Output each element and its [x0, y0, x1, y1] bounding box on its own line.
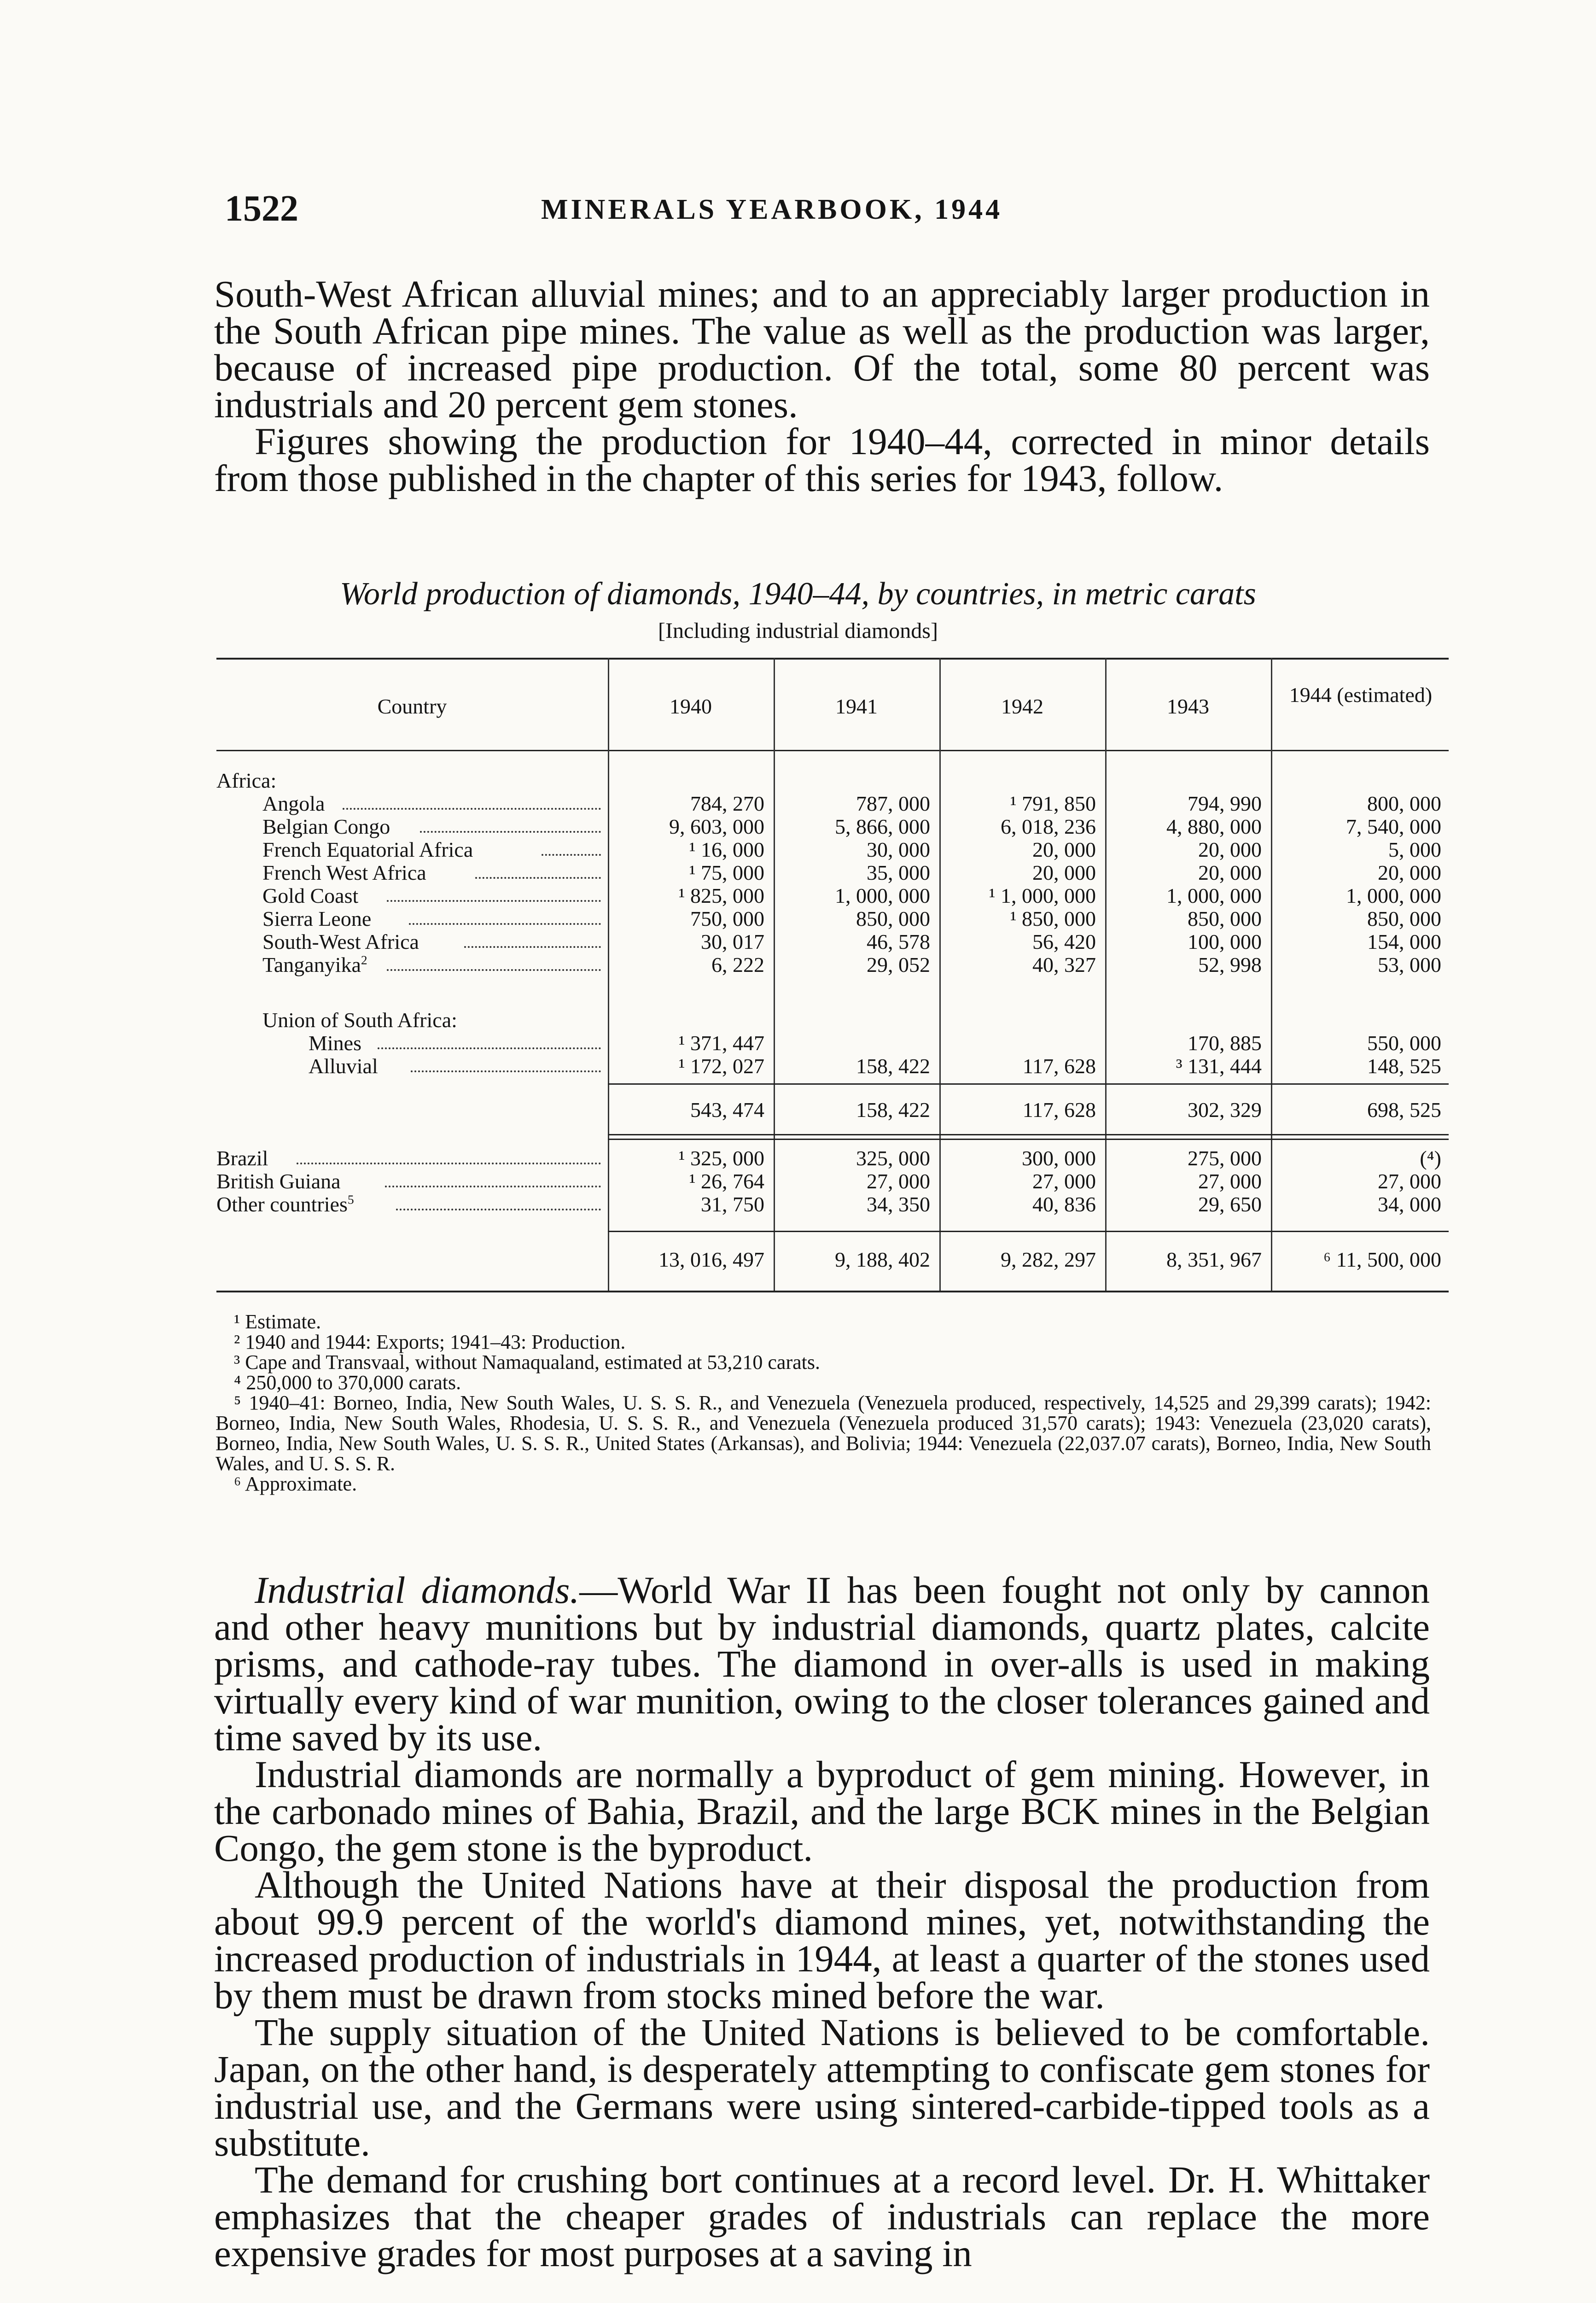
value-cell: 27, 000 [1378, 1169, 1441, 1193]
industrial-lead-text: —World War II has been fought not only by cannon and other heavy munitions but by industrial diamonds, quartz plates, calcite prisms, and cathode-ray tubes. The diamond in over-alls is used in making virtually every kind of war munition, owing to the closer tolerances gained and time saved by its use. [214, 1569, 1430, 1759]
footnotes [216, 1312, 1431, 1494]
union-label: Union of South Africa: [262, 1008, 457, 1032]
value-cell: ⁶ 11, 500, 000 [1323, 1248, 1441, 1271]
country-label [216, 1146, 268, 1170]
footnote-6: ⁶ Approximate. [234, 1473, 357, 1495]
value-cell: 1, 000, 000 [835, 884, 930, 907]
table-row [216, 791, 1449, 814]
running-title: MINERALS YEARBOOK, 1944 [541, 194, 1003, 225]
value-cell: 20, 000 [1032, 861, 1096, 884]
value-cell: ¹ 791, 850 [1010, 792, 1096, 815]
value-cell: 300, 000 [1022, 1146, 1096, 1170]
value-cell: 31, 750 [701, 1192, 764, 1216]
country-name: Alluvial [309, 1054, 378, 1078]
value-cell: 275, 000 [1188, 1146, 1262, 1170]
value-cell: 325, 000 [856, 1146, 930, 1170]
country-name: Gold Coast [262, 884, 359, 907]
value-cell: 154, 000 [1367, 930, 1441, 953]
country-name: Other countries [216, 1192, 348, 1216]
leader-dots [475, 860, 601, 879]
value-cell: ¹ 850, 000 [1010, 907, 1096, 930]
table-row [216, 814, 1449, 837]
value-cell: 27, 000 [867, 1169, 930, 1193]
table-row [216, 1192, 1449, 1215]
value-cell: ³ 131, 444 [1176, 1054, 1262, 1078]
country-name: Tanganyika [262, 953, 361, 976]
country-label [262, 860, 426, 885]
value-cell: 100, 000 [1188, 930, 1262, 953]
value-cell: 794, 990 [1188, 792, 1262, 815]
footnote-2: ² 1940 and 1944: Exports; 1941–43: Production. [234, 1331, 626, 1353]
value-cell: 800, 000 [1367, 792, 1441, 815]
leader-dots [464, 929, 601, 948]
industrial-paragraph-5: The demand for crushing bort continues at a record level. Dr. H. Whittaker emphasizes that the cheaper grades of industrials can replace the more expensive grades for most purposes at a saving in [214, 2158, 1430, 2274]
diamond-production-table [216, 658, 1449, 1291]
leader-dots [411, 1054, 601, 1072]
table-bottom-rule [216, 1291, 1449, 1292]
value-cell: 850, 000 [1367, 907, 1441, 930]
table-caption: World production of diamonds, 1940–44, by countries, in metric carats [340, 576, 1256, 612]
country-label [262, 883, 358, 908]
value-cell: 170, 885 [1188, 1031, 1262, 1055]
country-name: French Equatorial Africa [262, 838, 473, 861]
value-cell: 9, 603, 000 [669, 815, 764, 838]
value-cell: 27, 000 [1198, 1169, 1262, 1193]
value-cell: 1, 000, 000 [1166, 884, 1262, 907]
value-cell: 9, 188, 402 [835, 1248, 930, 1271]
industrial-paragraph-2: Industrial diamonds are normally a byproduct of gem mining. However, in the carbonado mines of Bahia, Brazil, and the large BCK mines in the Belgian Congo, the gem stone is the byproduct. [214, 1753, 1430, 1869]
value-cell: 29, 650 [1198, 1192, 1262, 1216]
leader-dots [297, 1146, 601, 1164]
value-cell: 787, 000 [856, 792, 930, 815]
footnote-ref: 2 [361, 953, 367, 967]
value-cell: ¹ 825, 000 [678, 884, 764, 907]
intro-text [214, 275, 1430, 497]
value-cell: ¹ 75, 000 [689, 861, 764, 884]
table-row [216, 906, 1449, 929]
total-row [216, 1247, 1449, 1270]
value-cell: 20, 000 [1198, 838, 1262, 861]
value-cell: 148, 525 [1367, 1054, 1441, 1078]
value-cell: 8, 351, 967 [1166, 1248, 1262, 1271]
value-cell: ¹ 172, 027 [678, 1054, 764, 1078]
country-label [262, 929, 419, 954]
value-cell: 117, 628 [1022, 1054, 1096, 1078]
value-cell: ¹ 1, 000, 000 [989, 884, 1096, 907]
value-cell: 20, 000 [1378, 861, 1441, 884]
table-top-rule [216, 658, 1449, 660]
col-header-1941: 1941 [835, 695, 878, 718]
leader-dots [385, 1169, 601, 1187]
leader-dots [420, 814, 601, 833]
value-cell: (⁴) [1420, 1146, 1441, 1170]
value-cell: 30, 000 [867, 838, 930, 861]
country-label [262, 791, 325, 816]
value-cell: 30, 017 [701, 930, 764, 953]
value-cell: ¹ 325, 000 [678, 1146, 764, 1170]
footnote-ref: 5 [347, 1192, 354, 1207]
country-name: Angola [262, 792, 325, 815]
value-cell: 20, 000 [1198, 861, 1262, 884]
country-name: Brazil [216, 1146, 268, 1170]
value-cell: 4, 880, 000 [1166, 815, 1262, 838]
value-cell: 302, 329 [1188, 1098, 1262, 1122]
leader-dots [387, 953, 601, 971]
subtotal-row [216, 1098, 1449, 1121]
value-cell: 784, 270 [690, 792, 764, 815]
value-cell: 46, 578 [867, 930, 930, 953]
footnote-5: ⁵ 1940–41: Borneo, India, New South Wales, U. S. S. R., and Venezuela (Venezuela produced, respectively, 14,525 and 29,399 carats); 1942: Borneo, India, New South Wales, Rhodesia, U. S. S. R., and Venezuela (Venezuela produced 31,570 carats); 1943: Venezuela (23,020 carats), Borneo, India, New South Wales, U. S. S. R., United States (Arkansas), and Bolivia; 1944: Venezuela (22,037.07 carats), Borneo, India, New South Wales, and U. S. S. R. [216, 1391, 1431, 1475]
table-row [216, 1031, 1449, 1054]
leader-dots [343, 791, 601, 810]
footnote-4: ⁴ 250,000 to 370,000 carats. [234, 1371, 461, 1394]
col-header-1944: 1944 (estimated) [1289, 683, 1433, 707]
africa-label: Africa: [216, 769, 277, 792]
country-label [309, 1031, 361, 1055]
value-cell: 5, 866, 000 [835, 815, 930, 838]
col-header-country: Country [377, 695, 447, 718]
value-cell: 56, 420 [1032, 930, 1096, 953]
col-header-1942: 1942 [1001, 695, 1043, 718]
country-name: Mines [309, 1031, 361, 1055]
value-cell: 698, 525 [1367, 1098, 1441, 1122]
industrial-heading: Industrial diamonds. [255, 1569, 580, 1611]
country-label [216, 1192, 354, 1216]
intro-paragraph-1: South-West African alluvial mines; and to an appreciably larger production in the South African pipe mines. The value as well as the production was larger, because of increased pipe production. Of the total, some 80 percent was industrials and 20 percent gem stones. [214, 273, 1430, 426]
table-row [216, 1054, 1449, 1077]
value-cell: 6, 018, 236 [1001, 815, 1096, 838]
value-cell: 40, 836 [1032, 1192, 1096, 1216]
value-cell: 13, 016, 497 [658, 1248, 764, 1271]
leader-dots [409, 906, 601, 925]
value-cell: 6, 222 [711, 953, 764, 976]
table-row [216, 953, 1449, 976]
country-label [262, 814, 390, 839]
value-cell: ¹ 26, 764 [689, 1169, 764, 1193]
value-cell: 158, 422 [856, 1098, 930, 1122]
value-cell: 850, 000 [1188, 907, 1262, 930]
industrial-paragraph-4: The supply situation of the United Nations is believed to be comfortable. Japan, on the other hand, is desperately attempting to confiscate gem stones for industrial use, and the Germans were using sintered-carbide-tipped tools as a substitute. [214, 2011, 1430, 2164]
value-cell: 40, 327 [1032, 953, 1096, 976]
value-cell: 27, 000 [1032, 1169, 1096, 1193]
col-header-1940: 1940 [670, 695, 712, 718]
footnote-1: ¹ Estimate. [234, 1310, 321, 1333]
value-cell: 750, 000 [690, 907, 764, 930]
value-cell: 543, 474 [690, 1098, 764, 1122]
table-row [216, 860, 1449, 883]
table-row [216, 929, 1449, 953]
grand-total-rule [608, 1231, 1449, 1232]
leader-dots [396, 1192, 601, 1210]
country-label [309, 1054, 378, 1078]
country-label [262, 837, 473, 862]
leader-dots [542, 837, 601, 856]
country-name: Sierra Leone [262, 907, 372, 930]
country-label [262, 906, 371, 931]
intro-paragraph-2: Figures showing the production for 1940–44, corrected in minor details from those published in the chapter of this series for 1943, follow. [214, 420, 1430, 499]
table-subcaption: [Including industrial diamonds] [658, 619, 938, 643]
value-cell: 158, 422 [856, 1054, 930, 1078]
value-cell: ¹ 16, 000 [689, 838, 764, 861]
industrial-paragraph-3: Although the United Nations have at their disposal the production from about 99.9 percent of the world's diamond mines, yet, notwithstanding the increased production of industrials in 1944, at least a quarter of the stones used by them must be drawn from stocks mined before the war. [214, 1864, 1430, 2017]
union-subtotal-rule-top [608, 1083, 1449, 1085]
value-cell: 117, 628 [1022, 1098, 1096, 1122]
country-name: French West Africa [262, 861, 426, 884]
value-cell: ¹ 371, 447 [678, 1031, 764, 1055]
value-cell: 550, 000 [1367, 1031, 1441, 1055]
value-cell: 1, 000, 000 [1346, 884, 1441, 907]
col-header-1943: 1943 [1167, 695, 1209, 718]
value-cell: 34, 000 [1378, 1192, 1441, 1216]
union-subtotal-rule-bottom-2 [608, 1139, 1449, 1140]
value-cell: 7, 540, 000 [1346, 815, 1441, 838]
value-cell: 20, 000 [1032, 838, 1096, 861]
leader-dots [387, 883, 601, 902]
value-cell: 29, 052 [867, 953, 930, 976]
country-name: Belgian Congo [262, 815, 390, 838]
table-row [216, 1146, 1449, 1169]
value-cell: 35, 000 [867, 861, 930, 884]
value-cell: 9, 282, 297 [1001, 1248, 1096, 1271]
value-cell: 5, 000 [1388, 838, 1441, 861]
country-label [216, 1169, 341, 1193]
header-rule [216, 750, 1449, 751]
industrial-paragraph-1 [214, 1569, 1430, 1759]
value-cell: 850, 000 [856, 907, 930, 930]
table-row [216, 1169, 1449, 1192]
leader-dots [378, 1031, 601, 1049]
value-cell: 34, 350 [867, 1192, 930, 1216]
union-subtotal-rule-bottom [608, 1134, 1449, 1135]
table-row [216, 837, 1449, 860]
country-name: South-West Africa [262, 930, 419, 953]
footnote-3: ³ Cape and Transvaal, without Namaqualand, estimated at 53,210 carats. [234, 1351, 820, 1374]
page-number: 1522 [225, 188, 298, 229]
country-label [262, 953, 367, 977]
value-cell: 52, 998 [1198, 953, 1262, 976]
table-row [216, 883, 1449, 906]
value-cell: 53, 000 [1378, 953, 1441, 976]
country-name: British Guiana [216, 1169, 341, 1193]
industrial-diamonds-section [214, 1569, 1430, 2274]
